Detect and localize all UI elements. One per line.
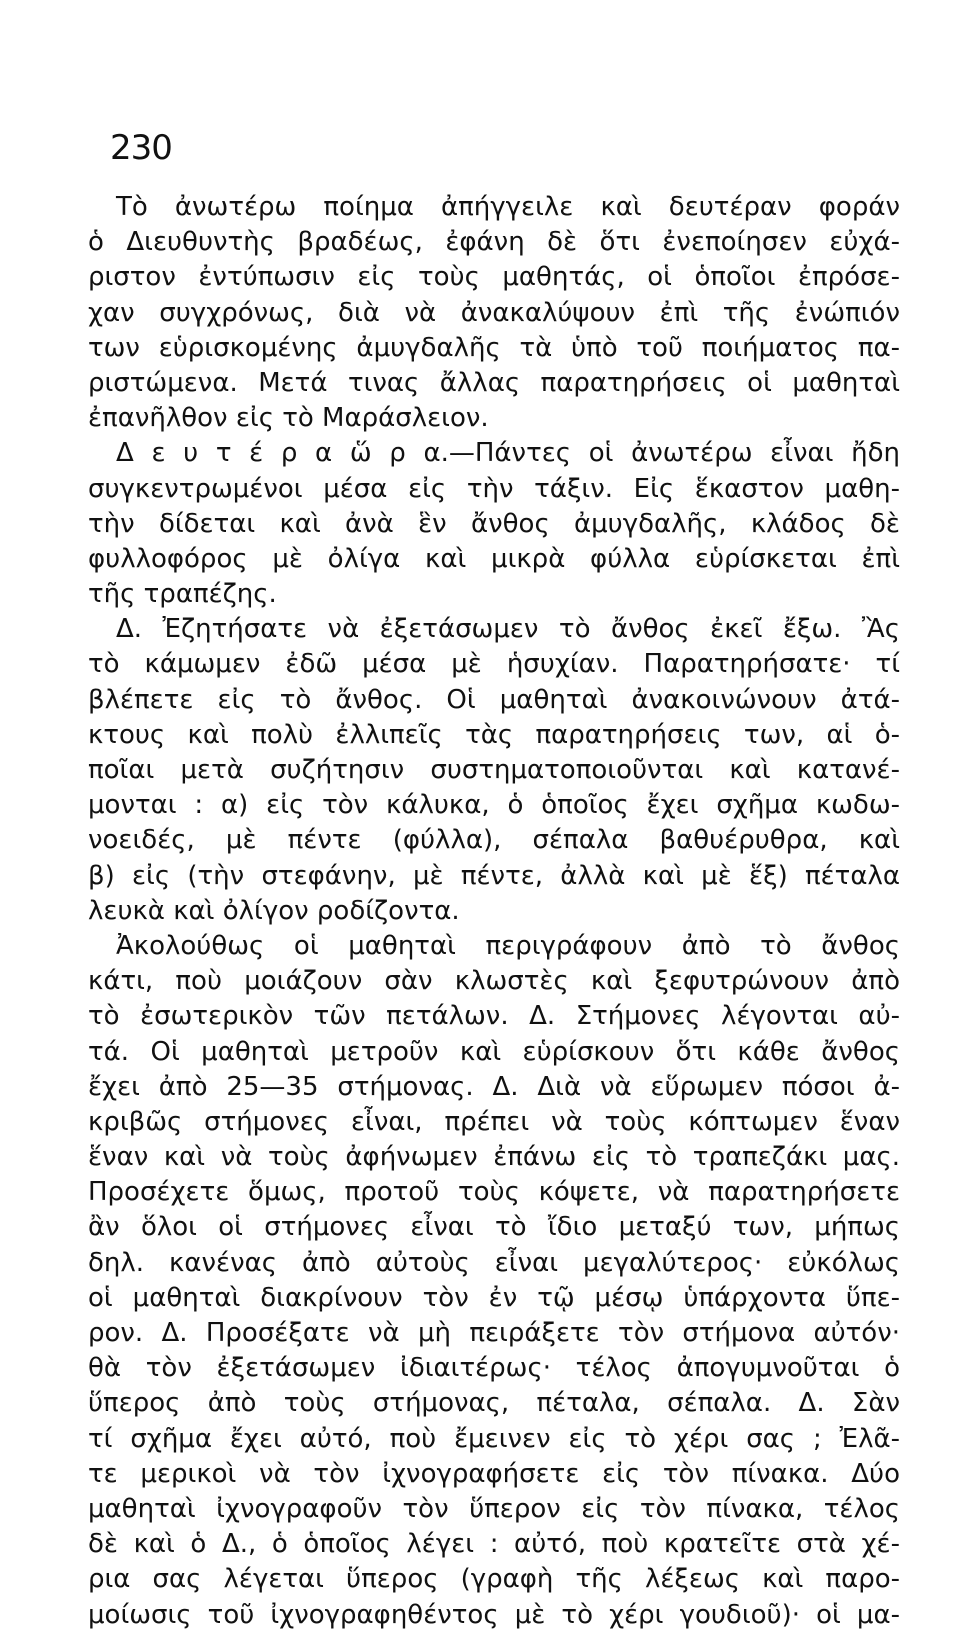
text-line: ποῖαι μετὰ συζήτησιν συστηματοποιοῦνται καὶ κατανέ-: [88, 755, 900, 785]
text-line: τὴν δίδεται καὶ ἀνὰ ἓν ἄνθος ἀμυγδαλῆς, κλάδος δὲ: [88, 508, 900, 539]
text-line: φυλλοφόρος μὲ ὀλίγα καὶ μικρὰ φύλλα εὑρίσκεται ἐπὶ: [88, 543, 900, 574]
text-line: ἕναν καὶ νὰ τοὺς ἀφήνωμεν ἐπάνω εἰς τὸ τραπεζάκι μας.: [88, 1142, 900, 1173]
text-line: νοειδές, μὲ πέντε (φύλλα), σέπαλα βαθυέρυθρα, καὶ: [88, 825, 900, 856]
text-line: ἔχει ἀπὸ 25—35 στήμονας. Δ. Διὰ νὰ εὕρωμεν πόσοι ἀ-: [88, 1071, 900, 1102]
text-line: των εὑρισκομένης ἀμυγδαλῆς τὰ ὑπὸ τοῦ ποιήματος πα-: [88, 332, 900, 363]
text-line: οἱ μαθηταὶ διακρίνουν τὸν ἐν τῷ μέσῳ ὑπάρχοντα ὕπε-: [88, 1282, 900, 1313]
text-line: Ἀκολούθως οἱ μαθηταὶ περιγράφουν ἀπὸ τὸ ἄνθος: [116, 930, 900, 961]
text-line: κάτι, ποὺ μοιάζουν σὰν κλωστὲς καὶ ξεφυτρώνουν ἀπὸ: [88, 966, 900, 997]
text-line: δηλ. κανένας ἀπὸ αὐτοὺς εἶναι μεγαλύτερος· εὐκόλως: [88, 1247, 900, 1278]
text-line: ριστον ἐντύπωσιν εἰς τοὺς μαθητάς, οἱ ὁποῖοι ἐπρόσε-: [88, 262, 900, 293]
text-line: Δ. Ἐζητήσατε νὰ ἐξετάσωμεν τὸ ἄνθος ἐκεῖ ἔξω. Ἂς: [116, 614, 900, 645]
text-line: τὸ κάμωμεν ἐδῶ μέσα μὲ ἡσυχίαν. Παρατηρήσατε· τί: [88, 649, 900, 680]
text-line: βλέπετε εἰς τὸ ἄνθος. Οἱ μαθηταὶ ἀνακοινώνουν ἀτά-: [88, 684, 900, 715]
text-line: ἐπανῆλθον εἰς τὸ Μαράσλειον.: [88, 403, 489, 434]
text-line: Προσέχετε ὅμως, προτοῦ τοὺς κόψετε, νὰ παρατηρήσετε: [88, 1177, 900, 1208]
text-line: Τὸ ἀνωτέρω ποίημα ἀπήγγειλε καὶ δευτέραν φοράν: [116, 192, 900, 222]
text-line: ρον. Δ. Προσέξατε νὰ μὴ πειράξετε τὸν στήμονα αὐτόν·: [88, 1318, 900, 1348]
text-line: ρια σας λέγεται ὕπερος (γραφὴ τῆς λέξεως καὶ παρο-: [88, 1564, 900, 1595]
text-line: β) εἰς (τὴν στεφάνην, μὲ πέντε, ἀλλὰ καὶ μὲ ἕξ) πέταλα: [88, 860, 900, 891]
text-line: τῆς τραπέζης.: [88, 579, 277, 610]
text-line: κριβῶς στήμονες εἶναι, πρέπει νὰ τοὺς κόπτωμεν ἕναν: [88, 1106, 900, 1137]
text-line: τί σχῆμα ἔχει αὐτό, ποὺ ἔμεινεν εἰς τὸ χέρι σας ; Ἐλᾶ-: [88, 1423, 900, 1454]
text-line: θὰ τὸν ἐξετάσωμεν ἰδιαιτέρως· τέλος ἀπογυμνοῦται ὁ: [88, 1353, 900, 1384]
text-line: ἂν ὅλοι οἱ στήμονες εἶναι τὸ ἴδιο μεταξύ των, μήπως: [88, 1212, 900, 1243]
text-line: τά. Οἱ μαθηταὶ μετροῦν καὶ εὑρίσκουν ὅτι κάθε ἄνθος: [88, 1036, 900, 1067]
text-line: κτους καὶ πολὺ ἐλλιπεῖς τὰς παρατηρήσεις των, αἱ ὁ-: [88, 719, 900, 750]
text-line: Δ ε υ τ έ ρ α ὥ ρ α.—Πάντες οἱ ἀνωτέρω εἶναι ἤδη: [116, 438, 900, 469]
text-line: τὸ ἐσωτερικὸν τῶν πετάλων. Δ. Στήμονες λέγονται αὐ-: [88, 1001, 900, 1032]
text-line: μοίωσις τοῦ ἰχνογραφηθέντος μὲ τὸ χέρι γουδιοῦ)· οἱ μα-: [88, 1599, 900, 1630]
body-text: [88, 190, 900, 1633]
text-line: ριστώμενα. Μετά τινας ἄλλας παρατηρήσεις οἱ μαθηταὶ: [88, 367, 900, 398]
text-line: ὕπερος ἀπὸ τοὺς στήμονας, πέταλα, σέπαλα. Δ. Σὰν: [88, 1388, 900, 1419]
text-line: χαν συγχρόνως, διὰ νὰ ἀνακαλύψουν ἐπὶ τῆς ἐνώπιόν: [88, 297, 900, 328]
text-line: τε μερικοὶ νὰ τὸν ἰχνογραφήσετε εἰς τὸν πίνακα. Δύο: [88, 1458, 900, 1489]
text-line: συγκεντρωμένοι μέσα εἰς τὴν τάξιν. Εἰς ἕκαστον μαθη-: [88, 473, 900, 504]
text-line: λευκὰ καὶ ὀλίγον ροδίζοντα.: [88, 895, 460, 926]
text-line: μονται : α) εἰς τὸν κάλυκα, ὁ ὁποῖος ἔχει σχῆμα κωδω-: [88, 790, 900, 821]
page-number: 230: [110, 128, 172, 168]
text-line: ὁ Διευθυντὴς βραδέως, ἐφάνη δὲ ὅτι ἐνεποίησεν εὐχά-: [88, 227, 900, 258]
text-line: δὲ καὶ ὁ Δ., ὁ ὁποῖος λέγει : αὐτό, ποὺ κρατεῖτε στὰ χέ-: [88, 1529, 900, 1560]
text-line: μαθηταὶ ἰχνογραφοῦν τὸν ὕπερον εἰς τὸν πίνακα, τέλος: [88, 1493, 900, 1524]
